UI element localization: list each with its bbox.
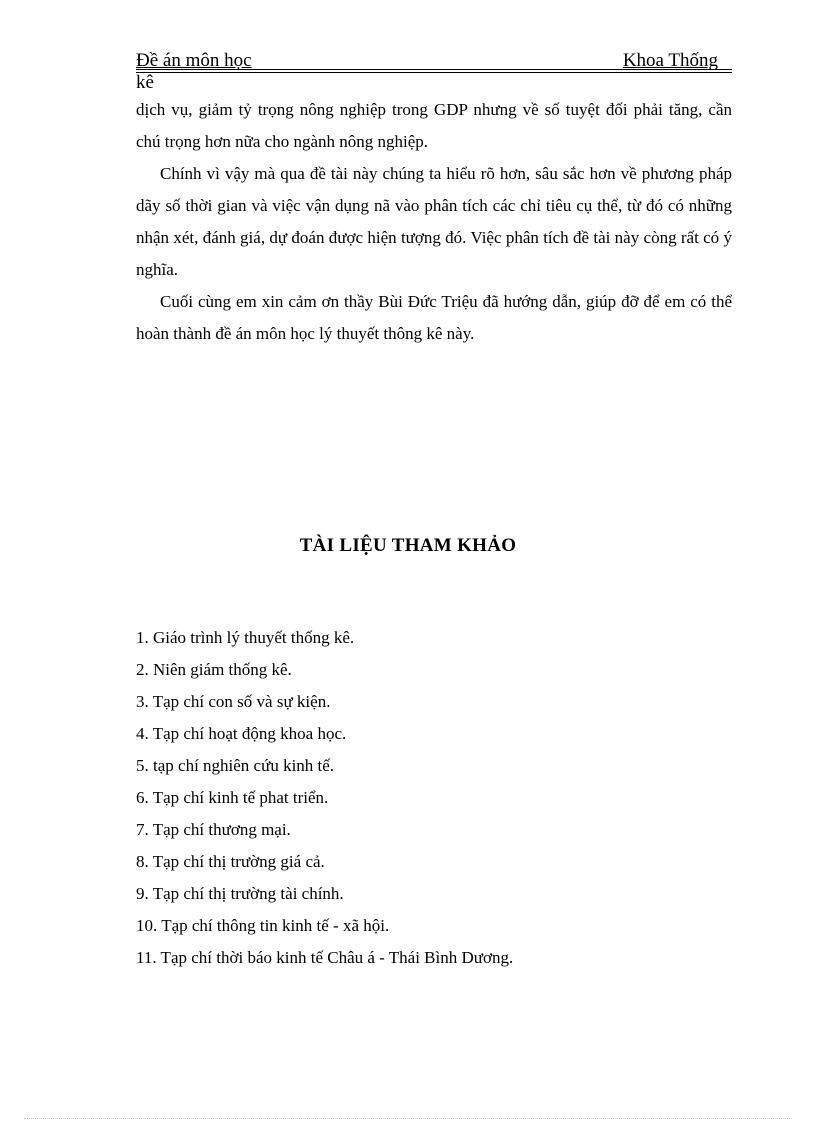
reference-item: 2. Niên giám thống kê. (136, 660, 292, 679)
header-course-title: Đề án môn học (136, 50, 252, 71)
reference-item: 3. Tạp chí con số và sự kiện. (136, 692, 331, 711)
header-rule (136, 69, 732, 70)
reference-item: 9. Tạp chí thị trường tài chính. (136, 884, 344, 903)
page-header (136, 50, 732, 94)
references-list (136, 622, 732, 974)
reference-item: 4. Tạp chí hoạt động khoa học. (136, 724, 347, 743)
reference-item: 11. Tạp chí thời báo kinh tế Châu á - Thái Bình Dương. (136, 948, 514, 967)
body-text (136, 94, 732, 350)
reference-item: 8. Tạp chí thị trường giá cả. (136, 852, 325, 871)
reference-item: 6. Tạp chí kinh tế phat triển. (136, 788, 329, 807)
references-title: TÀI LIỆU THAM KHẢO (299, 535, 517, 556)
header-department-wrap: kê (136, 72, 154, 93)
header-rule (136, 72, 732, 73)
paragraph: dịch vụ, giảm tỷ trọng nông nghiệp trong GDP nhưng về số tuyệt đối phải tăng, cần chú trọng hơn nữa cho ngành nông nghiệp. (136, 100, 732, 151)
reference-item: 5. tạp chí nghiên cứu kinh tế. (136, 756, 335, 775)
paragraph: Cuối cùng em xin cảm ơn thầy Bùi Đức Triệu đã hướng dẫn, giúp đỡ để em có thể hoàn thành đề án môn học lý thuyết thông kê này. (136, 292, 732, 343)
reference-item: 1. Giáo trình lý thuyết thống kê. (136, 628, 355, 647)
header-row (136, 50, 732, 72)
reference-item: 7. Tạp chí thương mại. (136, 820, 291, 839)
header-department: Khoa Thống (622, 50, 718, 71)
paragraph: Chính vì vậy mà qua đề tài này chúng ta hiểu rõ hơn, sâu sắc hơn về phương pháp dãy số thời gian và việc vận dụng nã vào phân tích các chỉ tiêu cụ thể, từ đó có những nhận xét, đánh giá, dự đoán được hiện tượng đó. Việc phân tích đề tài này còng rất có ý nghĩa. (136, 164, 732, 279)
reference-item: 10. Tạp chí thông tin kinh tế - xã hội. (136, 916, 390, 935)
page-bottom-divider (24, 1118, 792, 1119)
